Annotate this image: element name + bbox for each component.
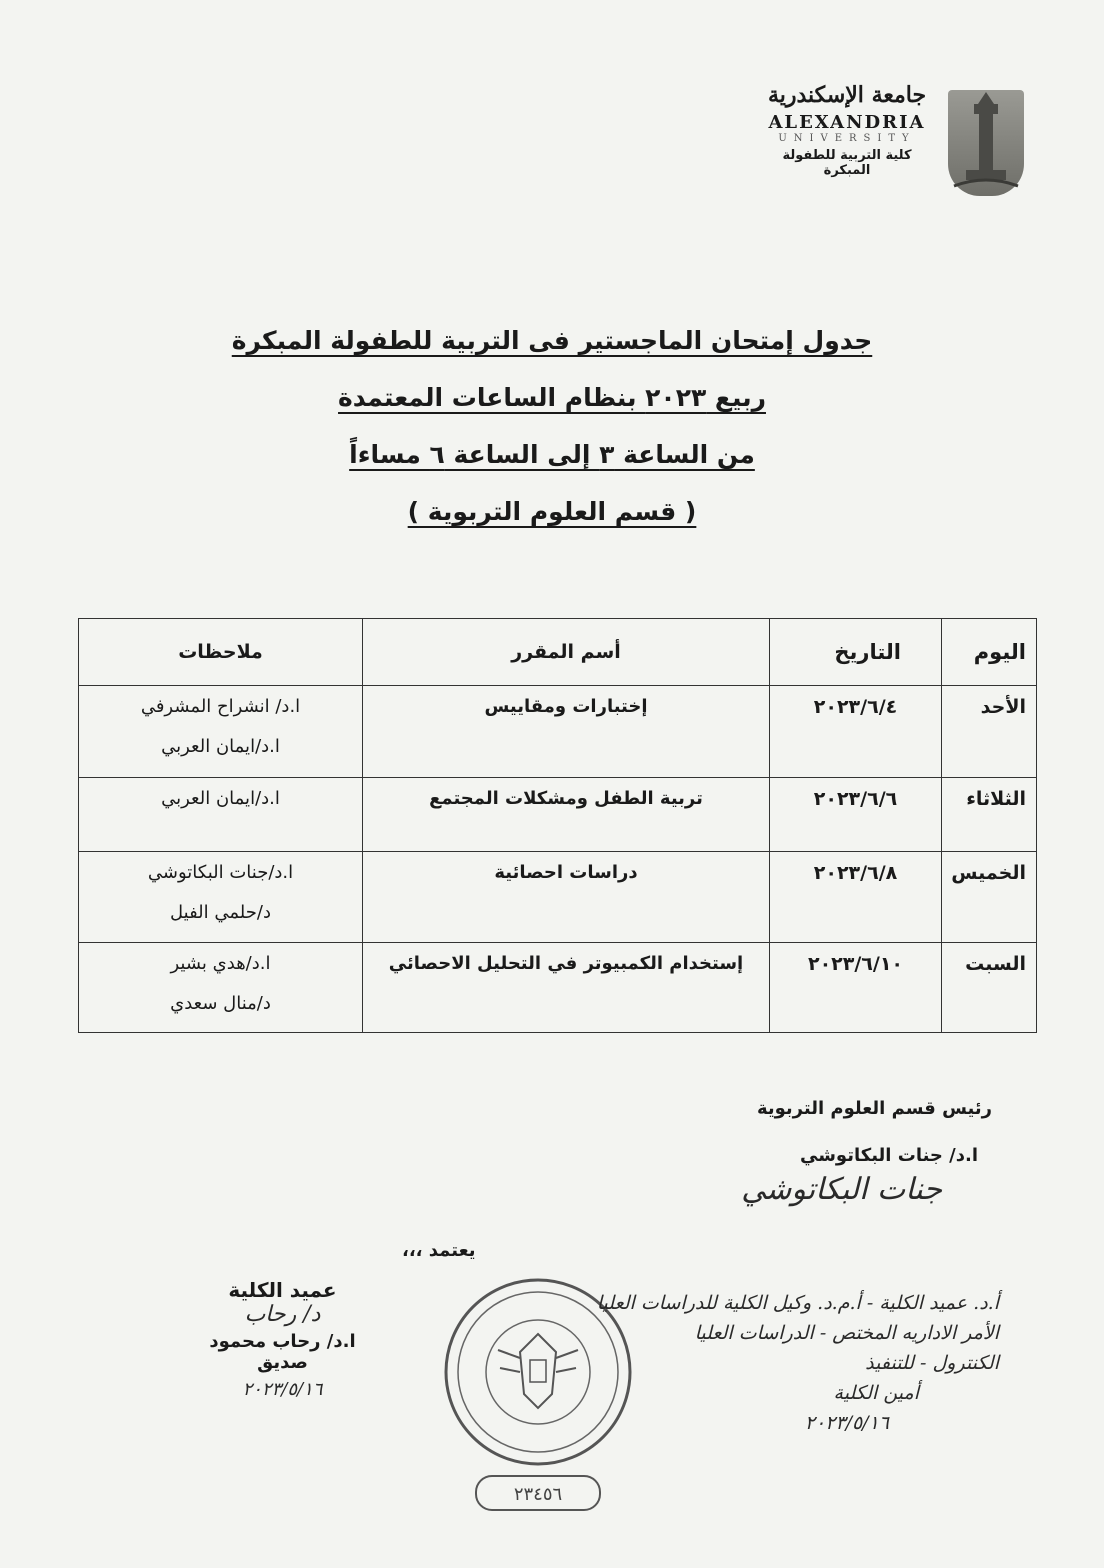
lighthouse-emblem-icon xyxy=(948,90,1024,196)
note-line: د/منال سعدي xyxy=(170,993,271,1014)
header-day: اليوم xyxy=(942,619,1037,686)
note-line: ا.د/ايمان العربي xyxy=(161,736,280,757)
university-name-english: ALEXANDRIA xyxy=(768,112,926,134)
cell-day: الأحد xyxy=(942,686,1037,778)
cell-course: دراسات احصائية xyxy=(363,852,770,943)
department-head-signature: جنات البكاتوشي xyxy=(741,1172,942,1207)
cell-day: الخميس xyxy=(942,852,1037,943)
cell-course: تربية الطفل ومشكلات المجتمع xyxy=(363,778,770,852)
dean-title: عميد الكلية xyxy=(228,1278,337,1302)
cell-date: ٢٠٢٣/٦/٤ xyxy=(770,686,942,778)
table-row xyxy=(79,852,1037,943)
title-line: من الساعة ٣ إلى الساعة ٦ مساءاً xyxy=(349,440,755,469)
handwritten-note-line: أ.د. عميد الكلية - أ.م.د. وكيل الكلية للدراسات العليا xyxy=(596,1292,999,1314)
note-line: ا.د/ايمان العربي xyxy=(161,788,280,809)
exam-schedule-table xyxy=(78,618,1037,1033)
department-head-name: ا.د/ جنات البكاتوشي xyxy=(800,1145,978,1166)
handwritten-notes xyxy=(589,1288,999,1438)
title-line: جدول إمتحان الماجستير فى التربية للطفولة المبكرة xyxy=(231,326,873,355)
cell-date: ٢٠٢٣/٦/٨ xyxy=(770,852,942,943)
table-row xyxy=(79,686,1037,778)
cell-date: ٢٠٢٣/٦/١٠ xyxy=(770,943,942,1033)
handwritten-note-line: الأمر الاداريه المختص - الدراسات العليا xyxy=(694,1322,999,1344)
note-line: ا.د/ انشراح المشرفي xyxy=(140,696,301,717)
cell-notes xyxy=(79,778,363,852)
cell-notes xyxy=(79,686,363,778)
handwritten-note-line: ٢٠٢٣/٥/١٦ xyxy=(804,1412,889,1434)
department-head-block xyxy=(741,1098,992,1207)
header-course: أسم المقرر xyxy=(363,619,770,686)
table-row xyxy=(79,943,1037,1033)
cell-course: إختبارات ومقاييس xyxy=(363,686,770,778)
dean-signature: د/ رحاب xyxy=(244,1302,321,1327)
note-line: د/حلمي الفيل xyxy=(170,902,271,923)
note-line: ا.د/جنات البكاتوشي xyxy=(147,862,294,883)
dean-date: ٢٠٢٣/٥/١٦ xyxy=(242,1379,323,1400)
university-logo xyxy=(664,82,1024,202)
cell-course: إستخدام الكمبيوتر في التحليل الاحصائي xyxy=(363,943,770,1033)
cell-notes xyxy=(79,852,363,943)
cell-notes xyxy=(79,943,363,1033)
department-head-title: رئيس قسم العلوم التربوية xyxy=(756,1098,992,1119)
table-row xyxy=(79,778,1037,852)
stamp-number: ٢٣٤٥٦ xyxy=(513,1484,563,1505)
table-header-row xyxy=(79,619,1037,686)
header-date: التاريخ xyxy=(770,619,942,686)
dean-name: ا.د/ رحاب محمود صديق xyxy=(209,1331,356,1373)
document-titles xyxy=(0,326,1104,554)
dean-block xyxy=(195,1278,370,1400)
cell-day: السبت xyxy=(942,943,1037,1033)
note-line: ا.د/هدي بشير xyxy=(170,953,271,974)
title-line: ربيع ٢٠٢٣ بنظام الساعات المعتمدة xyxy=(338,383,766,412)
faculty-name: كلية التربية للطفولة المبكرة xyxy=(782,148,912,179)
handwritten-note-line: الكنترول - للتنفيذ xyxy=(865,1352,999,1374)
cell-date: ٢٠٢٣/٦/٦ xyxy=(770,778,942,852)
title-line: ( قسم العلوم التربوية ) xyxy=(407,497,697,526)
cell-day: الثلاثاء xyxy=(942,778,1037,852)
header-notes: ملاحظات xyxy=(79,619,363,686)
university-subtitle: UNIVERSITY xyxy=(778,133,916,145)
university-name-arabic: جامعة الإسكندرية xyxy=(767,82,927,108)
approval-label: يعتمد ،،، xyxy=(402,1240,476,1261)
handwritten-note-line: أمين الكلية xyxy=(833,1382,919,1404)
